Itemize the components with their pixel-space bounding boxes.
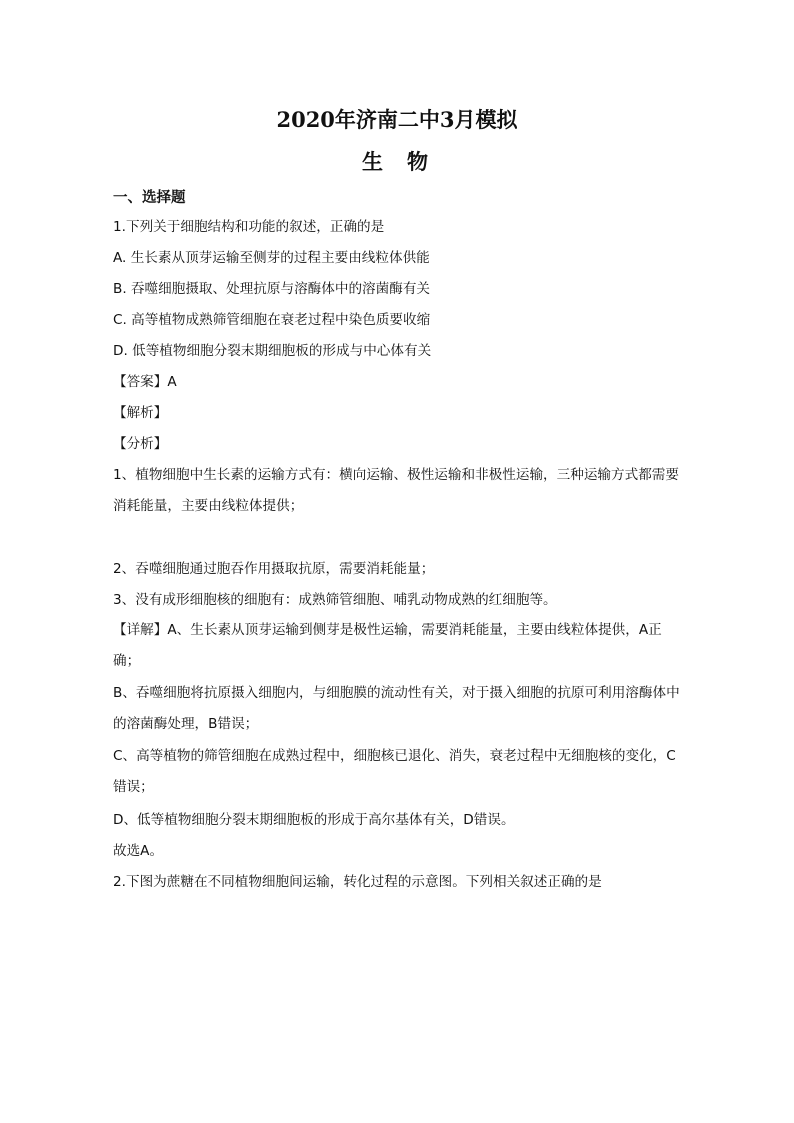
analysis-point-2: 2、吞噬细胞通过胞吞作用摄取抗原，需要消耗能量； xyxy=(113,561,435,577)
detail-a: 【详解】A、生长素从顶芽运输到侧芽是极性运输，需要消耗能量，主要由线粒体提供，A正确； xyxy=(113,622,662,669)
analysis-point-1: 1、植物细胞中生长素的运输方式有：横向运输、极性运输和非极性运输，三种运输方式都需要消耗能量，主要由线粒体提供； xyxy=(113,467,679,514)
detail-d: D、低等植物细胞分裂末期细胞板的形成于高尔基体有关，D错误。 xyxy=(113,812,515,828)
option-d: D. 低等植物细胞分裂末期细胞板的形成与中心体有关 xyxy=(113,343,432,359)
option-a: A. 生长素从顶芽运输至侧芽的过程主要由线粒体供能 xyxy=(113,250,430,266)
analysis-point-3: 3、没有成形细胞核的细胞有：成熟筛管细胞、哺乳动物成熟的红细胞等。 xyxy=(113,592,557,608)
detail-c: C、高等植物的筛管细胞在成熟过程中，细胞核已退化、消失，衰老过程中无细胞核的变化，C错误； xyxy=(113,748,676,795)
exam-title: 2020年济南二中3月模拟 xyxy=(276,107,518,132)
option-b: B. 吞噬细胞摄取、处理抗原与溶酶体中的溶菌酶有关 xyxy=(113,281,431,297)
question-2-stem: 2.下图为蔗糖在不同植物细胞间运输，转化过程的示意图。下列相关叙述正确的是 xyxy=(113,874,602,890)
jiexi-label: 【解析】 xyxy=(113,405,168,421)
section-heading: 一、选择题 xyxy=(113,190,186,206)
fenxi-label: 【分析】 xyxy=(113,436,168,452)
subject-title: 生物 xyxy=(362,149,452,174)
answer-line: 【答案】A xyxy=(113,374,177,390)
option-c: C. 高等植物成熟筛管细胞在衰老过程中染色质要收缩 xyxy=(113,312,431,328)
conclusion-line: 故选A。 xyxy=(113,843,164,859)
detail-b: B、吞噬细胞将抗原摄入细胞内，与细胞膜的流动性有关，对于摄入细胞的抗原可利用溶酶体中的溶菌酶处理，B错误； xyxy=(113,685,680,732)
question-1-stem: 1.下列关于细胞结构和功能的叙述，正确的是 xyxy=(113,219,385,235)
